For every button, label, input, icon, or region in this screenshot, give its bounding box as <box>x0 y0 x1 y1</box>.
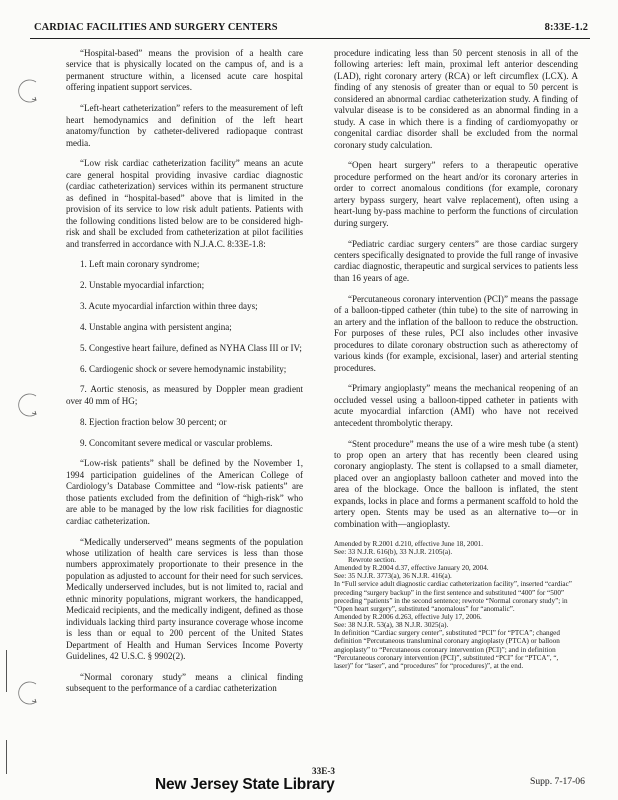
definition-normal-coronary-study-continued: procedure indicating less than 50 percent stenosis in all of the following arteries: left main, proximal left anterior descending (LAD), right coronary artery (RCA) or left circumflex (LCX). A finding of any stenosis of greater than or equal to 50 percent is considered an abnormal cardiac catheterization study. A finding of valvular disease is to be considered as an abnormal finding in a study. A case in which there is a finding of cardiomyopathy or congenital cardiac disorder shall be excluded from the normal coronary study calculation. <box>334 48 578 150</box>
definition-stent-procedure: “Stent procedure” means the use of a wire mesh tube (a stent) to prop open an artery that has recently been cleared using coronary angioplasty. The stent is collapsed to a small diameter, placed over an angioplasty balloon catheter and moved into the area of the blockage. Once the balloon is inflated, the stent expands, locks in place and forms a permanent scaffold to hold the artery open. Stents may be used as an alternative to—or in combination with—angioplasty. <box>334 438 578 529</box>
list-item: 6. Cardiogenic shock or severe hemodynamic instability; <box>80 363 287 374</box>
definition-low-risk-facility: “Low risk cardiac catheterization facility” means an acute care general hospital providing invasive cardiac diagnostic (cardiac catheterization) services within its permanent structure as defined in “hospital-based” above that is limited in the provision of its service to low risk adult patients. Patients with the following conditions listed below are to be considered high-risk and shall be excluded from catheterization at pilot facilities and transferred in accordance with N.J.A.C. 8:33E-1.8: <box>66 158 303 249</box>
definition-normal-coronary-study: “Normal coronary study” means a clinical finding subsequent to the performance of a cardiac catheterization <box>66 671 303 694</box>
amendment-line: Amended by R.2006 d.263, effective July 17, 2006. <box>334 612 482 621</box>
definition-left-heart-catheterization: “Left-heart catheterization” refers to the measurement of left heart hemodynamics and definition of the left heart anatomy/function by catheter-delivered radiopaque contrast media. <box>66 103 303 148</box>
library-stamp: New Jersey State Library <box>155 776 335 793</box>
list-item: 1. Left main coronary syndrome; <box>80 259 200 270</box>
punch-hole-icon <box>14 392 40 418</box>
punch-hole-icon <box>14 680 40 706</box>
definition-primary-angioplasty: “Primary angioplasty” means the mechanical reopening of an occluded vessel using a balloon-tipped catheter in patients with acute myocardial infarction (AMI) who have not received antecedent thrombolytic therapy. <box>334 383 578 428</box>
amendment-line: See: 33 N.J.R. 616(b), 33 N.J.R. 2105(a). <box>334 547 453 556</box>
list-item: 2. Unstable myocardial infarction; <box>80 280 205 291</box>
high-risk-conditions-list <box>66 259 303 449</box>
definition-low-risk-patients: “Low-risk patients” shall be defined by the November 1, 1994 participation guidelines of the American College of Cardiology’s Database Committee and “low-risk patients” are those patients excluded from the definition of “high-risk” who are able to be managed by the low risk facilities for diagnostic cardiac catheterization. <box>66 458 303 526</box>
amendment-line: Amended by R.2001 d.210, effective June 18, 2001. <box>334 539 484 548</box>
supplement-date: Supp. 7-17-06 <box>530 776 585 787</box>
list-item: 3. Acute myocardial infarction within three days; <box>80 301 258 312</box>
amendment-line: See: 38 N.J.R. 53(a), 38 N.J.R. 3025(a). <box>334 621 449 630</box>
list-item: 7. Aortic stenosis, as measured by Doppler mean gradient over 40 mm of HG; <box>66 384 303 406</box>
definition-pci: “Percutaneous coronary intervention (PCI)” means the passage of a balloon-tipped catheter (thin tube) to the site of narrowing in an artery and the inflation of the balloon to reduce the obstruction. For purposes of these rules, PCI also includes other invasive procedures to dilate coronary obstruction such as atherectomy of various kinds (for example, excisional, laser) and arterial stenting procedures. <box>334 293 578 373</box>
definition-hospital-based: “Hospital-based” means the provision of a health care service that is physically located on the campus of, and is a permanent structure within, a licensed acute care hospital offering inpatient support services. <box>66 48 303 93</box>
amendment-line: Amended by R.2004 d.37, effective January 20, 2004. <box>334 564 489 573</box>
header-section-code: 8:33E-1.2 <box>544 22 588 33</box>
header-title: CARDIAC FACILITIES AND SURGERY CENTERS <box>34 22 278 33</box>
list-item: 8. Ejection fraction below 30 percent; or <box>80 416 227 427</box>
list-item: 9. Concomitant severe medical or vascular problems. <box>80 437 273 448</box>
definition-medically-underserved: “Medically underserved” means segments of the population whose utilization of health care services is less than those numbers approximately proportionate to their presence in the population as adjusted to account for their need for such services. Medically underserved includes, but is not limited to, racial and ethnic minority populations, migrant workers, the handicapped, Medicaid recipients, and the medically indigent, defined as those individuals lacking third party insurance coverage whose income is less than or equal to 200 percent of the United States Department of Health and Human Services Income Poverty Guidelines, 42 U.S.C. § 9902(2). <box>66 536 303 662</box>
list-item: 4. Unstable angina with persistent angina; <box>80 321 232 332</box>
left-column <box>66 48 303 704</box>
definition-pediatric-cardiac-surgery-centers: “Pediatric cardiac surgery centers” are those cardiac surgery centers specifically designated to provide the full range of invasive cardiac diagnostic, therapeutic and surgical services to patients less than 16 years of age. <box>334 238 578 283</box>
definition-open-heart-surgery: “Open heart surgery” refers to a therapeutic operative procedure performed on the heart and/or its coronary arteries in order to correct anomalous conditions (for example, coronary artery bypass surgery, heart valve replacement), often using a heart-lung by-pass machine to perform the functions of circulation during surgery. <box>334 160 578 228</box>
right-column <box>334 48 578 670</box>
amendment-line: In definition “Cardiac surgery center”, substituted “PCI” for “PTCA”; changed definition “Percutaneous transluminal coronary angioplasty (PTCA) or balloon angioplasty” to “Percutaneous coronary intervention (PCI)”; and in definition “Percutaneous coronary intervention (PCI)”, substituted “PCI” for “PTCA”, “, laser)” for “laser”, and “procedures” for “procedures)”, at the end. <box>334 629 560 670</box>
list-item: 5. Congestive heart failure, defined as NYHA Class III or IV; <box>80 342 302 353</box>
amendment-line: Rewrote section. <box>348 555 396 564</box>
binding-mark <box>6 650 7 692</box>
punch-hole-icon <box>14 78 40 104</box>
running-header <box>30 22 590 39</box>
amendment-history <box>334 540 578 671</box>
amendment-line: In “Full service adult diagnostic cardiac catheterization facility”, inserted “cardiac” preceding “surgery backup” in the first sentence and substituted “400” for “500” preceding “patients” in the second sentence; rewrote “Normal coronary study”; in “Open heart surgery”, substituted “anomalous” for “anomalic”. <box>334 580 572 613</box>
binding-mark <box>6 740 7 774</box>
amendment-line: See: 35 N.J.R. 3773(a), 36 N.J.R. 416(a). <box>334 572 452 581</box>
page-number: 33E-3 <box>312 766 335 776</box>
